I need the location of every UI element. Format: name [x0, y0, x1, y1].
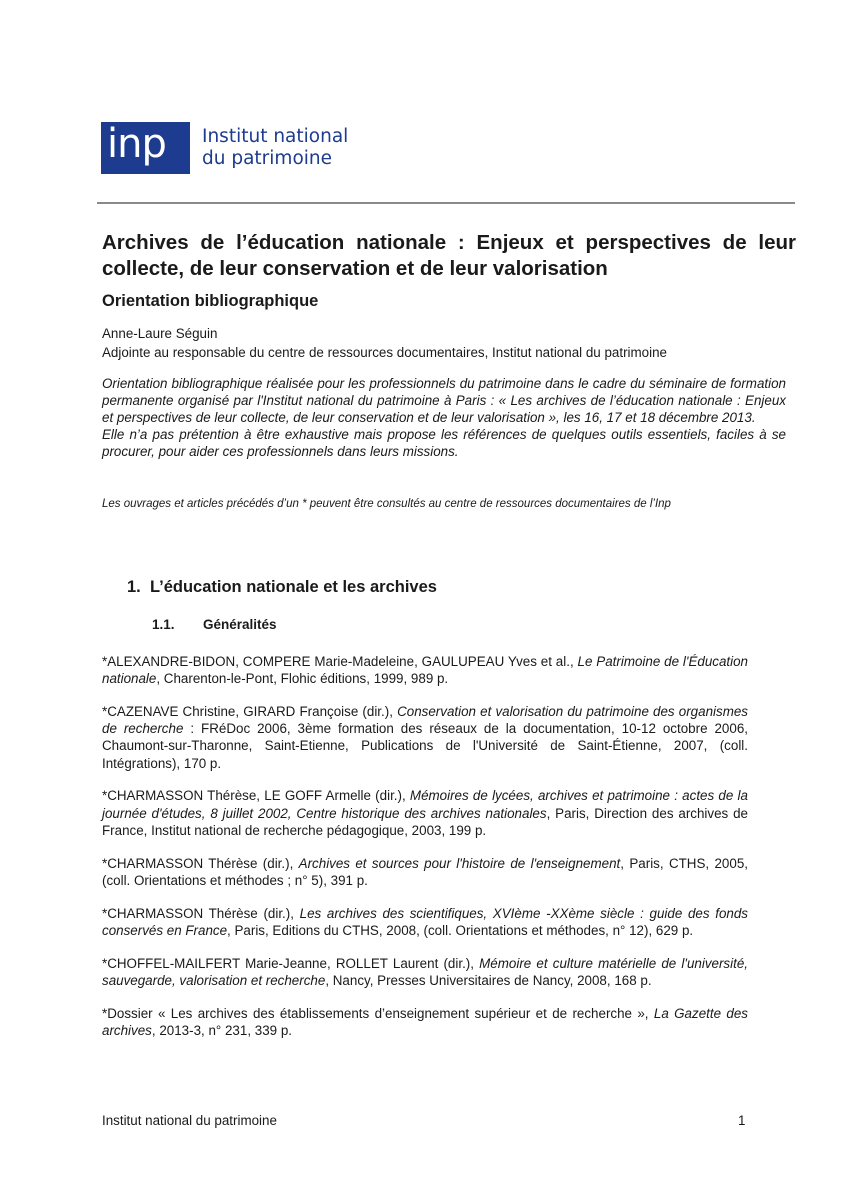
author-name: Anne-Laure Séguin — [102, 326, 218, 341]
section-title: L’éducation nationale et les archives — [149, 578, 437, 596]
section-number: 1. — [127, 578, 141, 596]
logo-line-2: du patrimoine — [202, 148, 333, 169]
header-divider — [97, 202, 795, 204]
logo-mark: inp — [101, 122, 190, 174]
subsection-title: Généralités — [203, 617, 277, 632]
bibliography-entry: *CHOFFEL-MAILFERT Marie-Jeanne, ROLLET Laurent (dir.), Mémoire et culture matérielle de l'université, sauvegarde, valorisation et recherche, Nancy, Presses Universitaires de Nancy, 2008, 168 p. — [102, 955, 748, 988]
bibliography-entry: *CHARMASSON Thérèse (dir.), Les archives des scientifiques, XVIème -XXème siècle : guide des fonds conservés en France, Paris, Editions du CTHS, 2008, (coll. Orientations et méthodes, n° 12), 629 p. — [102, 905, 748, 938]
logo-text — [202, 126, 348, 170]
availability-note: Les ouvrages et articles précédés d’un * peuvent être consultés au centre de ressources documentaires de l’Inp — [102, 498, 671, 510]
bibliography-entry: *Dossier « Les archives des établissements d’enseignement supérieur et de recherche », La Gazette des archives, 2013-3, n° 231, 339 p. — [102, 1005, 748, 1038]
intro-text — [102, 375, 786, 460]
bibliography-entry: *ALEXANDRE-BIDON, COMPERE Marie-Madeleine, GAULUPEAU Yves et al., Le Patrimoine de l'Éducation nationale, Charenton-le-Pont, Flohic éditions, 1999, 989 p. — [102, 654, 749, 687]
logo-line-1: Institut national — [202, 126, 349, 147]
subsection-heading — [152, 617, 277, 632]
footer-institution: Institut national du patrimoine — [102, 1113, 277, 1128]
author-role: Adjointe au responsable du centre de ressources documentaires, Institut national du patrimoine — [102, 345, 667, 360]
subsection-number: 1.1. — [152, 617, 175, 632]
bibliography-entry: *CHARMASSON Thérèse, LE GOFF Armelle (dir.), Mémoires de lycées, archives et patrimoine : actes de la journée d'études, 8 juillet 2002, Centre historique des archives nationales, Paris, Direction des archives de France, Institut national de recherche pédagogique, 2003, 199 p. — [102, 788, 748, 838]
document-title: Archives de l’éducation nationale : Enjeux et perspectives de leur collecte, de leur conservation et de leur valorisation — [102, 231, 796, 280]
intro-paragraph-2: Elle n’a pas prétention à être exhaustive mais propose les références de quelques outils essentiels, faciles à se procurer, pour aider ces professionnels dans leurs missions. — [102, 427, 786, 459]
bibliography-entry: *CHARMASSON Thérèse (dir.), Archives et sources pour l'histoire de l'enseignement, Paris, CTHS, 2005, (coll. Orientations et méthodes ; n° 5), 391 p. — [102, 855, 748, 888]
author-block — [102, 324, 667, 362]
inp-logo — [101, 122, 361, 176]
bibliography-entry: *CAZENAVE Christine, GIRARD Françoise (dir.), Conservation et valorisation du patrimoine des organismes de recherche : FRéDoc 2006, 3ème formation des réseaux de la documentation, 10-12 octobre 2006, Chaumont-sur-Tharonne, Saint-Etienne, Publications de l'Université de Saint-Étienne, 2007, (coll. Intégrations), 170 p. — [102, 704, 748, 771]
document-subtitle: Orientation bibliographique — [102, 292, 319, 310]
bibliography-list — [102, 653, 748, 1055]
page-number: 1 — [738, 1113, 746, 1128]
intro-paragraph-1: Orientation bibliographique réalisée pour les professionnels du patrimoine dans le cadre du séminaire de formation permanente organisé par l'Institut national du patrimoine à Paris : « Les archives de l’éducation nationale : Enjeux et perspectives de leur collecte, de leur conservation et de leur valorisation », les 16, 17 et 18 décembre 2013. — [102, 376, 786, 425]
section-heading — [127, 578, 437, 597]
